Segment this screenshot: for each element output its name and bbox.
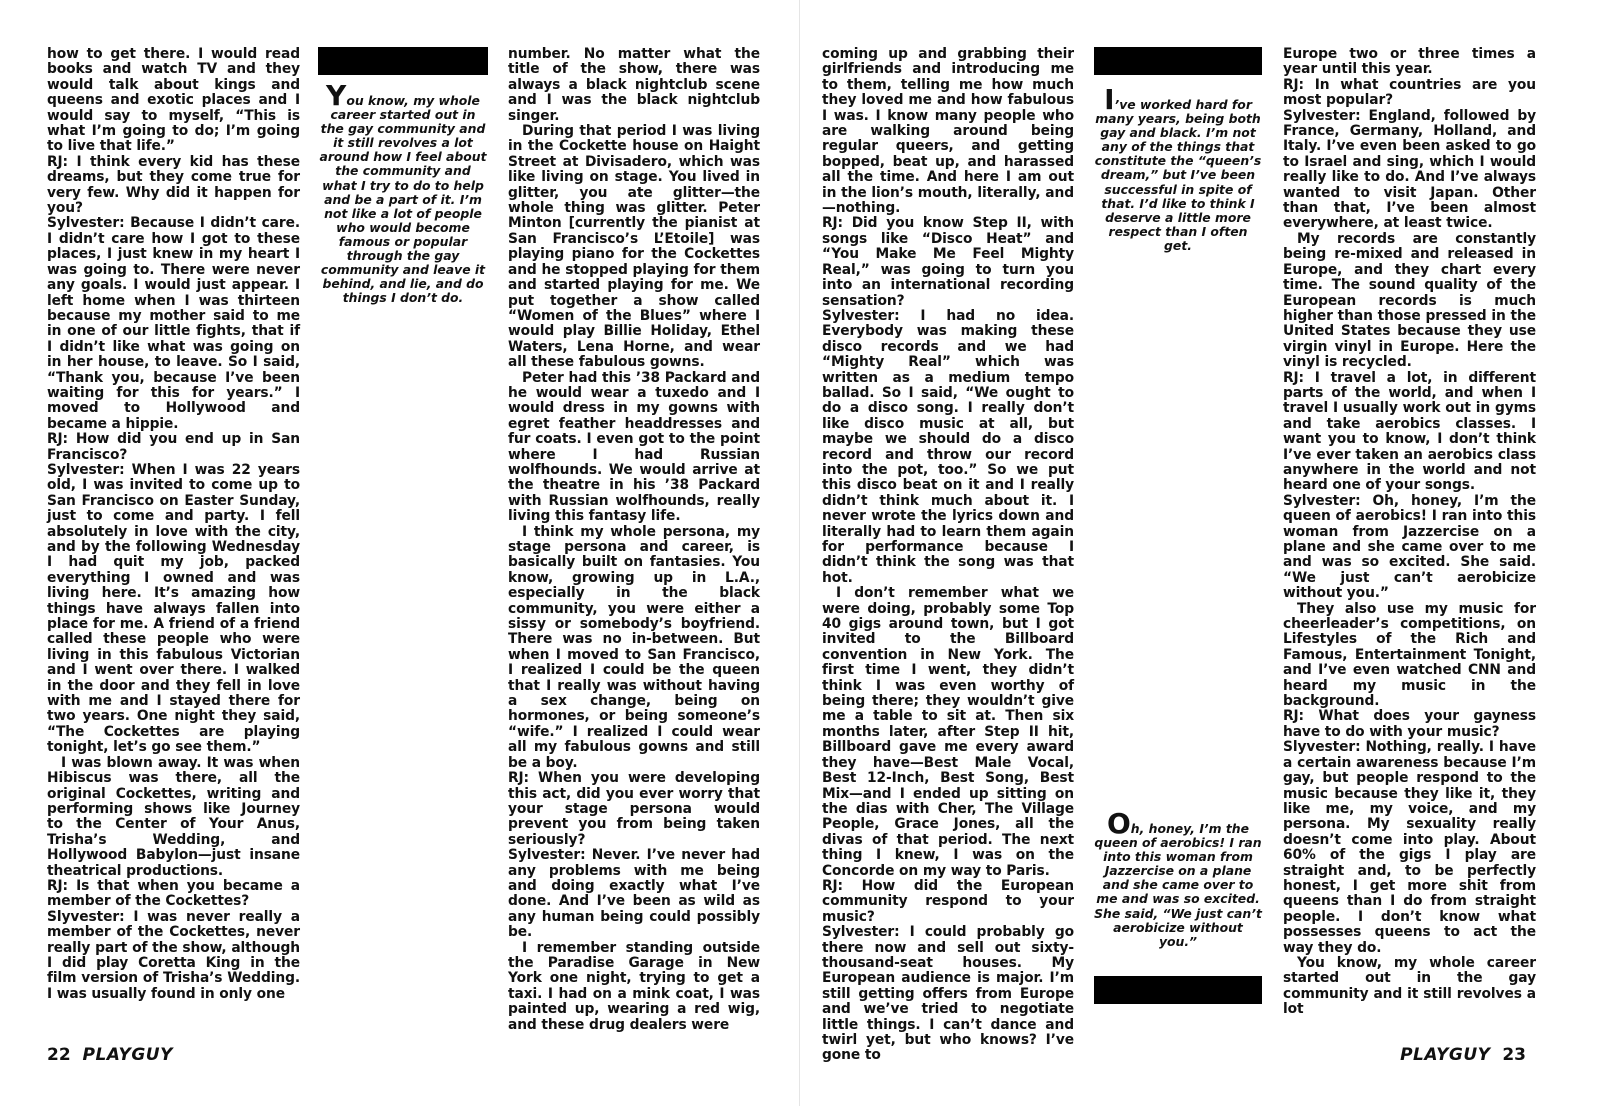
paragraph: During that period I was living in the Cockette house on Haight Street at Divisadero, which was like living on stage. You lived in glitter, you ate glitter—the whole thing was glitter. Peter Minton [currently the pianist at San Francisco’s L’Etoile] was playing piano for the Cockettes and he stopped playing for them and started playing for me. We put together a show called “Women of the Blues” where I would play Billie Holiday, Ethel Waters, Lena Horne, and wear all these fabulous gowns. xyxy=(508,123,760,371)
paragraph: RJ: What does your gayness have to do with your music? xyxy=(1283,708,1536,740)
page-number: 23 xyxy=(1502,1045,1526,1065)
paragraph: Sylvester: I could probably go there now and sell out sixty-thousand-seat houses. My European audience is major. I’m still getting offers from Europe and we’ve tried to negotiate little things. I can’t dance and twirl yet, but who knows? I’ve gone to xyxy=(822,924,1074,1064)
article-column-6 xyxy=(1283,46,1536,1018)
paragraph: I was blown away. It was when Hibiscus was there, all the original Cockettes, writing and performing shows like Journey to the Center of Your Anus, Trisha’s Wedding, and Hollywood Babylon—just insane theatrical productions. xyxy=(47,754,300,879)
paragraph: how to get there. I would read books and watch TV and they would talk about kings and queens and exotic places and I would say to myself, “This is what I’m going to do; I’m going to live that life.” xyxy=(47,46,300,155)
paragraph: number. No matter what the title of the show, there was always a black nightclub scene and I was the black nightclub singer. xyxy=(508,46,760,124)
pullquote-text: h, honey, I’m the queen of aerobics! I ran into this woman from Jazzercise on a plane and she came over to me and was so excited. She said, “We just can’t aerobicize without you.” xyxy=(1094,821,1262,949)
article-column-3 xyxy=(508,46,760,1033)
paragraph: Sylvester: When I was 22 years old, I was invited to come up to San Francisco on Easter Sunday, just to come and party. I fell absolutely in love with the city, and by the following Wednesday I had quit my job, packed everything I owned and was living here. It’s amazing how things have always fallen into place for me. A friend of a friend called these people who were living in this fabulous Victorian and I went over there. I walked in the door and they fell in love with me and I stayed there for two years. One night they said, “The Cockettes are playing tonight, let’s go see them.” xyxy=(47,461,300,756)
pullquote-text: ’ve worked hard for many years, being both gay and black. I’m not any of the things that constitute the “queen’s dream,” but I’ve been successful in spite of that. I’d like to think I deserve a little more respect than I often get. xyxy=(1094,97,1262,253)
drop-cap: Y xyxy=(326,79,347,112)
magazine-name: PLAYGUY xyxy=(82,1045,173,1065)
pullquote-3 xyxy=(1094,807,1262,949)
paragraph: RJ: Did you know Step II, with songs like “Disco Heat” and “You Make Me Feel Mighty Real,” was going to turn you into an international recording sensation? xyxy=(822,215,1074,309)
paragraph: Sylvester: Because I didn’t care. I didn’t care how I got to these places, I just knew in my heart I was going to. There were never any goals. I would just appear. I left home when I was thirteen because my mother said to me in one of our little fights, that if I didn’t like what was going on in her house, to leave. So I said, “Thank you, because I’ve been waiting for this for years.” I moved to Hollywood and became a hippie. xyxy=(47,215,300,432)
paragraph: You know, my whole career started out in the gay community and it still revolves a lot xyxy=(1283,954,1536,1018)
paragraph: I don’t remember what we were doing, probably some Top 40 gigs around town, but I got invited to the Billboard convention in New York. The first time I went, they didn’t think I was even worthy of being there; they wouldn’t give me a table to sit at. Then six months later, after Step II hit, Billboard gave me every award they have—Best Male Vocal, Best 12-Inch, Best Song, Best Mix—and I ended up sitting on the dias with Cher, The Village People, Grace Jones, all the divas of that period. The next thing I knew, I was on the Concorde on my way to Paris. xyxy=(822,585,1074,879)
magazine-name: PLAYGUY xyxy=(1400,1045,1491,1065)
paragraph: RJ: I think every kid has these dreams, but they come true for very few. Why did it happen for you? xyxy=(47,153,300,217)
paragraph: RJ: I travel a lot, in different parts of the world, and when I travel I usually work out in gyms and take aerobics classes. I want you to know, I don’t think I’ve ever taken an aerobics class anywhere in the world and not heard one of your songs. xyxy=(1283,369,1536,494)
right-folio xyxy=(1400,1045,1526,1065)
paragraph: They also use my music for cheerleader’s competitions, on Lifestyles of the Rich and Famous, Entertainment Tonight, and I’ve even watched CNN and heard my music in the background. xyxy=(1283,600,1536,710)
paragraph: RJ: In what countries are you most popular? xyxy=(1283,76,1536,109)
pullquote-2 xyxy=(1094,83,1262,253)
paragraph: RJ: Is that when you became a member of the Cockettes? xyxy=(47,877,300,910)
paragraph: Slyvester: Nothing, really. I have a certain awareness because I’m gay, but people respond to the music because they like it, they like me, my voice, and my persona. My sexuality really doesn’t come into play. About 60% of the gigs I play are straight and, to be perfectly honest, I get more shit from queens than I do from straight people. I don’t know what possesses queens to act the way they do. xyxy=(1283,739,1536,956)
page-number: 22 xyxy=(47,1045,71,1065)
paragraph: I remember standing outside the Paradise Garage in New York one night, trying to get a taxi. I had on a mink coat, I was painted up, wearing a red wig, and these drug dealers were xyxy=(508,939,760,1033)
paragraph: Sylvester: Never. I’ve never had any problems with me being and doing exactly what I’ve done. And I’ve been as wild as any human being could possibly be. xyxy=(508,847,760,941)
paragraph: RJ: How did the European community respond to your music? xyxy=(822,877,1074,925)
pullquote-bottom-bar xyxy=(1094,976,1262,1004)
paragraph: Sylvester: Oh, honey, I’m the queen of aerobics! I ran into this woman from Jazzercise on a plane and she came over to me and was so excited. She said. “We just can’t aerobicize without you.” xyxy=(1283,492,1536,602)
paragraph: I think my whole persona, my stage persona and career, is basically built on fantasies. You know, growing up in L.A., especially in the black community, you were either a sissy or somebody’s boyfriend. There was no in-between. But when I moved to San Francisco, I realized I could be the queen that I really was without having a sex change, being on hormones, or being someone’s “wife.” I realized I could wear all my fabulous gowns and still be a boy. xyxy=(508,523,760,771)
paragraph: Sylvester: I had no idea. Everybody was making these disco records and we had “Mighty Real” which was written as a medium tempo ballad. So I said, “We ought to do a disco song. I really don’t like disco music at all, but maybe we should do a disco record and throw our record into the pot, too.” So we put this disco beat on it and I really didn’t think much about it. I never wrote the lyrics down and literally had to learn them again for performance because I didn’t think the song was that hot. xyxy=(822,307,1074,586)
paragraph: RJ: When you were developing this act, did you ever worry that your stage persona would prevent you from being taken seriously? xyxy=(508,770,760,848)
paragraph: RJ: How did you end up in San Francisco? xyxy=(47,431,300,463)
drop-cap: O xyxy=(1106,807,1131,840)
paragraph: Sylvester: England, followed by France, Germany, Holland, and Italy. I’ve even been asked to go to Israel and sing, which I would really like to do. And I’ve always wanted to visit Japan. Other than that, I’ve been almost everywhere, at least twice. xyxy=(1283,107,1536,232)
page-gutter xyxy=(799,0,800,1106)
paragraph: Peter had this ’38 Packard and he would wear a tuxedo and I would dress in my gowns with egret feather headdresses and fur coats. I even got to the point where I had Russian wolfhounds. We would arrive at the theatre in his ’38 Packard with Russian wolfhounds, really living this fantasy life. xyxy=(508,369,760,525)
pullquote-top-bar xyxy=(1094,47,1262,75)
paragraph: Slyvester: I was never really a member of the Cockettes, never really part of the show, although I did play Coretta King in the film version of Trisha’s Wedding. I was usually found in only one xyxy=(47,908,300,1002)
paragraph: Europe two or three times a year until this year. xyxy=(1283,46,1536,78)
paragraph: coming up and grabbing their girlfriends and introducing me to them, telling me how much they loved me and how fabulous I was. I know many people who are walking around being regular queers, and getting bopped, beat up, and harassed all the time. And here I am out in the lion’s mouth, literally, and—nothing. xyxy=(822,46,1074,217)
article-column-1 xyxy=(47,47,300,1015)
pullquote-1 xyxy=(318,79,488,306)
pullquote-text: ou know, my whole career started out in the gay community and it still revolves a lot around how I feel about the community and what I try to do to help and be a part of it. I’m not like a lot of people who would become famous or popular through the gay community and leave it behind, and lie, and do things I don’t do. xyxy=(319,93,487,306)
paragraph: My records are constantly being re-mixed and released in Europe, and they chart every time. The sound quality of the European records is much higher than those pressed in the United States because they use virgin vinyl in Europe. Here the vinyl is recycled. xyxy=(1283,230,1536,371)
left-folio xyxy=(47,1045,173,1065)
article-column-4 xyxy=(822,46,1074,1064)
pullquote-top-bar xyxy=(318,47,488,75)
drop-cap: I xyxy=(1104,83,1115,116)
